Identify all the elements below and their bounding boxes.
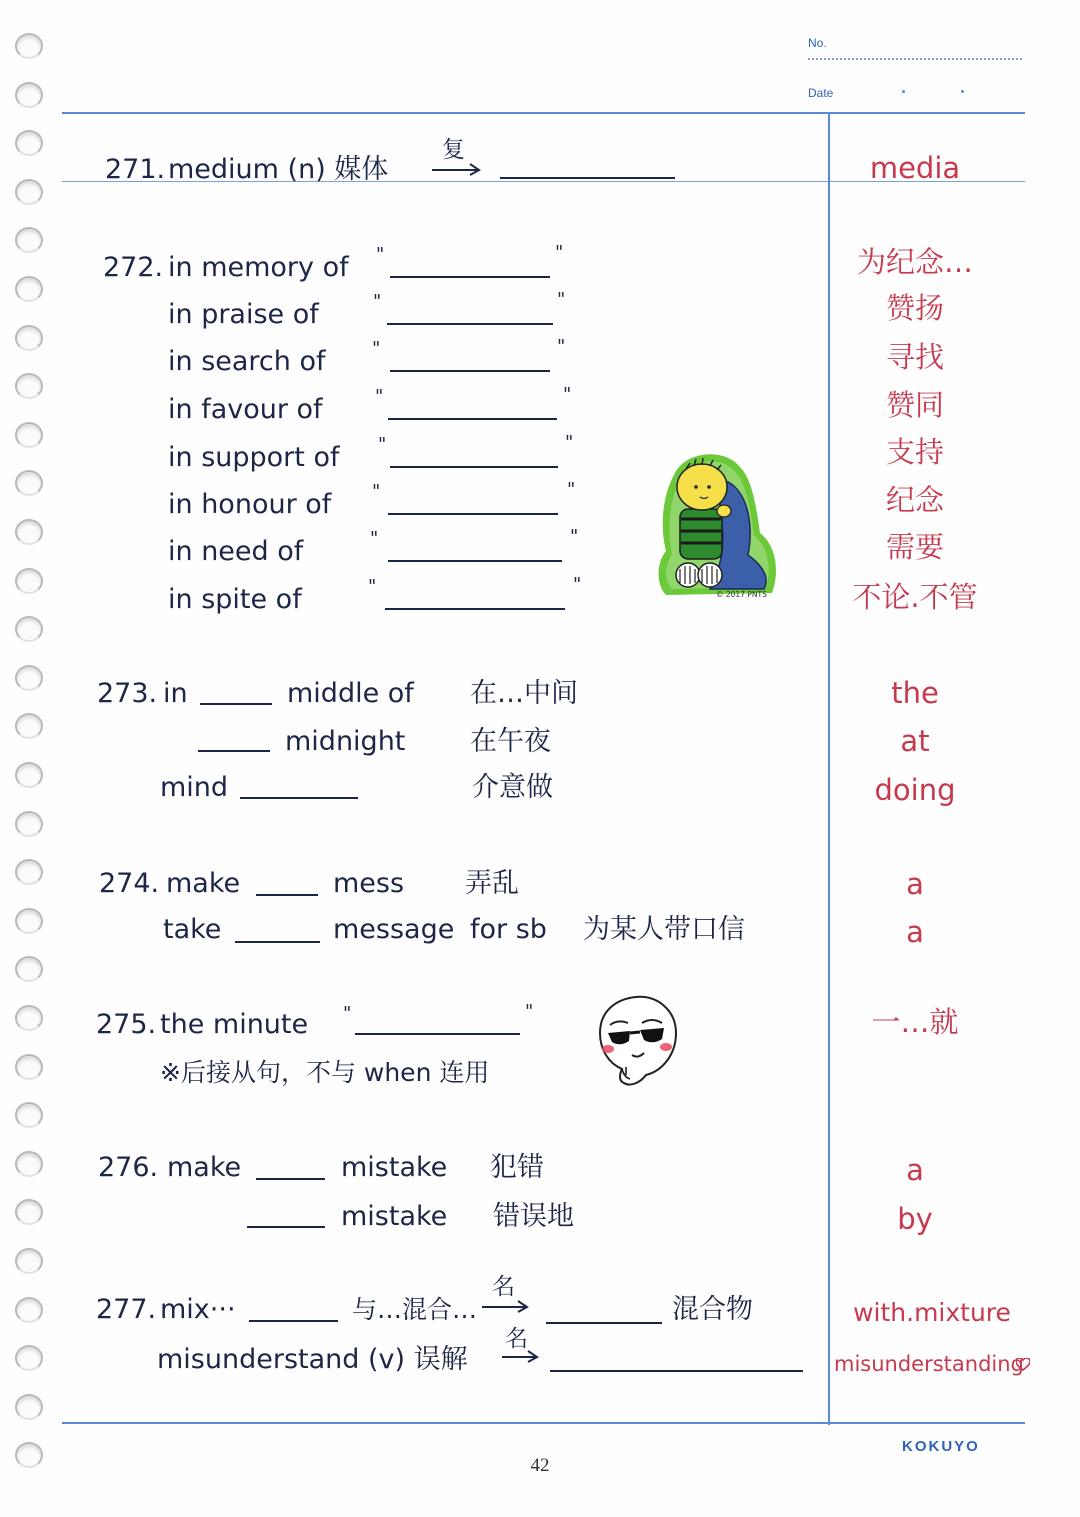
open-quote: " — [372, 481, 381, 502]
head — [677, 464, 727, 510]
answer: with.mixture — [853, 1298, 1011, 1327]
binder-hole — [15, 908, 43, 934]
open-quote: " — [372, 338, 381, 359]
phrase: the minute — [160, 1009, 309, 1040]
meaning: 在午夜 — [470, 726, 551, 757]
arrow-right-icon — [430, 162, 482, 176]
heart-icon — [1016, 1358, 1030, 1371]
answer: 不论.不管 — [852, 580, 978, 614]
phrase-pre: take — [163, 914, 222, 945]
answer-blank — [390, 370, 550, 372]
date-label: Date — [808, 86, 834, 100]
binder-hole — [15, 1297, 43, 1323]
answer-blank — [200, 703, 272, 705]
answer-blank — [235, 941, 320, 943]
answer-blank — [355, 1033, 520, 1035]
binder-hole — [15, 470, 43, 496]
binder-hole — [15, 373, 43, 399]
answer-blank — [390, 276, 550, 278]
open-quote: " — [373, 291, 382, 312]
answer: at — [900, 724, 930, 758]
face-outline — [600, 997, 676, 1085]
binder-hole — [15, 568, 43, 594]
binder-hole — [15, 325, 43, 351]
phrase-post: mistake — [341, 1201, 448, 1232]
phrase: in praise of — [168, 299, 319, 330]
open-quote: " — [343, 1003, 352, 1024]
no-field-line — [808, 58, 1022, 60]
close-quote: " — [555, 242, 564, 263]
answer: 赞同 — [885, 388, 944, 422]
binder-hole — [15, 179, 43, 205]
phrase: in favour of — [168, 394, 323, 425]
top-rule — [62, 112, 1025, 114]
meaning: 错误地 — [493, 1201, 574, 1232]
answer: by — [897, 1202, 933, 1236]
phrase-pre: mind — [160, 772, 229, 803]
answer-blank — [387, 323, 553, 325]
binder-hole — [15, 811, 43, 837]
entry-number: 271. — [105, 154, 166, 185]
binder-hole — [15, 665, 43, 691]
page-number: 42 — [530, 1455, 550, 1476]
hand — [717, 505, 731, 517]
phrase-mid: 与…混合… — [352, 1295, 478, 1324]
brand-logo: KOKUYO — [902, 1438, 980, 1455]
phrase-pre: make — [167, 1152, 242, 1183]
meaning: 在…中间 — [470, 678, 578, 709]
phrase-post: midnight — [285, 726, 406, 757]
answer-blank — [388, 418, 557, 420]
arrow-label: 名 — [505, 1326, 528, 1352]
answer-blank — [240, 797, 358, 799]
open-quote: " — [378, 434, 387, 455]
phrase-pre: make — [166, 868, 241, 899]
open-quote: " — [368, 576, 377, 597]
arrow-label: 名 — [492, 1274, 515, 1300]
binder-hole — [15, 1248, 43, 1274]
meaning: 犯错 — [490, 1152, 544, 1183]
binder-hole — [15, 82, 43, 108]
phrase: in memory of — [168, 252, 349, 283]
binder-hole — [15, 1005, 43, 1031]
binder-hole — [15, 422, 43, 448]
meaning: 为某人带口信 — [583, 914, 745, 945]
entry-number: 276. — [98, 1152, 159, 1183]
answer-column-divider — [828, 113, 830, 1425]
answer: media — [869, 151, 961, 185]
meaning: 混合物 — [672, 1294, 753, 1325]
binder-hole — [15, 276, 43, 302]
binder-hole — [15, 1102, 43, 1128]
phrase-pre: misunderstand (v) 误解 — [157, 1344, 468, 1375]
entry-number: 274. — [99, 868, 160, 899]
binder-hole — [15, 1054, 43, 1080]
close-quote: " — [563, 384, 572, 405]
answer: a — [906, 867, 924, 901]
phrase-post: mistake — [341, 1152, 448, 1183]
answer: 支持 — [885, 435, 944, 469]
answer-blank — [198, 750, 270, 752]
close-quote: " — [557, 336, 566, 357]
shirt — [680, 509, 722, 559]
answer: 为纪念… — [856, 245, 973, 279]
answer: doing — [874, 773, 956, 807]
phrase: in honour of — [168, 489, 332, 520]
answer-blank — [388, 560, 562, 562]
close-quote: " — [557, 289, 566, 310]
phrase-post: mess — [333, 868, 405, 899]
answer-blank — [500, 177, 675, 179]
phrase-pre: in — [163, 678, 188, 709]
meaning: 介意做 — [472, 772, 553, 803]
binder-hole — [15, 519, 43, 545]
binder-hole — [15, 1345, 43, 1371]
binder-hole — [15, 1151, 43, 1177]
phrase: in need of — [168, 536, 304, 567]
sticker-copyright: © 2017 PNTS — [716, 590, 767, 599]
answer-blank — [385, 608, 565, 610]
usage-note: ※后接从句，不与 when 连用 — [160, 1058, 490, 1087]
phrase-extra: for sb — [470, 914, 547, 945]
sticker-graphic — [652, 447, 782, 603]
phrase: in search of — [168, 346, 326, 377]
close-quote: " — [570, 526, 579, 547]
answer-blank — [256, 1178, 325, 1180]
binder-hole — [15, 130, 43, 156]
cheek — [602, 1045, 614, 1053]
eye — [707, 485, 711, 489]
binder-hole — [15, 713, 43, 739]
close-quote: " — [567, 479, 576, 500]
answer: a — [906, 915, 924, 949]
sunglasses-smirk-face-icon — [596, 993, 680, 1089]
binder-hole — [15, 616, 43, 642]
entry-number: 272. — [103, 252, 164, 283]
meaning: 弄乱 — [465, 868, 519, 899]
doodle-graphic — [596, 993, 680, 1089]
phrase: in spite of — [168, 584, 302, 615]
answer: 一…就 — [871, 1005, 959, 1039]
answer: misunderstanding — [834, 1352, 1024, 1376]
binder-hole — [15, 762, 43, 788]
phrase: in support of — [168, 442, 340, 473]
arrow-right-icon — [500, 1350, 540, 1364]
linus-sticker-icon — [652, 447, 782, 603]
phrase-pre: mix··· — [160, 1294, 236, 1325]
date-dot — [902, 90, 905, 93]
entry-number: 273. — [97, 678, 158, 709]
open-quote: " — [376, 244, 385, 265]
binder-hole — [15, 859, 43, 885]
entry-number: 275. — [96, 1009, 157, 1040]
answer: 赞扬 — [885, 291, 944, 325]
answer-blank — [546, 1322, 662, 1324]
answer: 需要 — [885, 530, 944, 564]
arrow-right-icon — [480, 1300, 530, 1314]
cheek — [660, 1043, 672, 1051]
open-quote: " — [375, 386, 384, 407]
answer-blank — [550, 1370, 803, 1372]
answer-blank — [388, 513, 558, 515]
answer-blank — [249, 1320, 338, 1322]
answer: a — [906, 1153, 924, 1187]
date-dot — [961, 90, 964, 93]
binder-hole — [15, 1199, 43, 1225]
answer: 纪念 — [885, 483, 944, 517]
arrow-label: 复 — [442, 137, 465, 163]
phrase-post: message — [333, 914, 455, 945]
binder-hole — [15, 33, 43, 59]
answer-blank — [256, 894, 318, 896]
binder-hole — [15, 227, 43, 253]
binder-hole — [15, 1442, 43, 1468]
answer-blank — [247, 1226, 325, 1228]
eye — [694, 485, 698, 489]
bottom-rule — [62, 1422, 1025, 1424]
close-quote: " — [573, 574, 582, 595]
close-quote: " — [565, 432, 574, 453]
answer: the — [891, 676, 939, 710]
entry-number: 277. — [96, 1294, 157, 1325]
binder-hole — [15, 956, 43, 982]
no-label: No. — [808, 36, 827, 50]
answer-blank — [390, 466, 558, 468]
binder-hole — [15, 1394, 43, 1420]
close-quote: " — [525, 1001, 534, 1022]
phrase-post: middle of — [287, 678, 414, 709]
answer: 寻找 — [885, 340, 944, 374]
open-quote: " — [370, 528, 379, 549]
phrase: medium (n) 媒体 — [168, 154, 389, 185]
sunglasses-bridge — [630, 1032, 640, 1033]
